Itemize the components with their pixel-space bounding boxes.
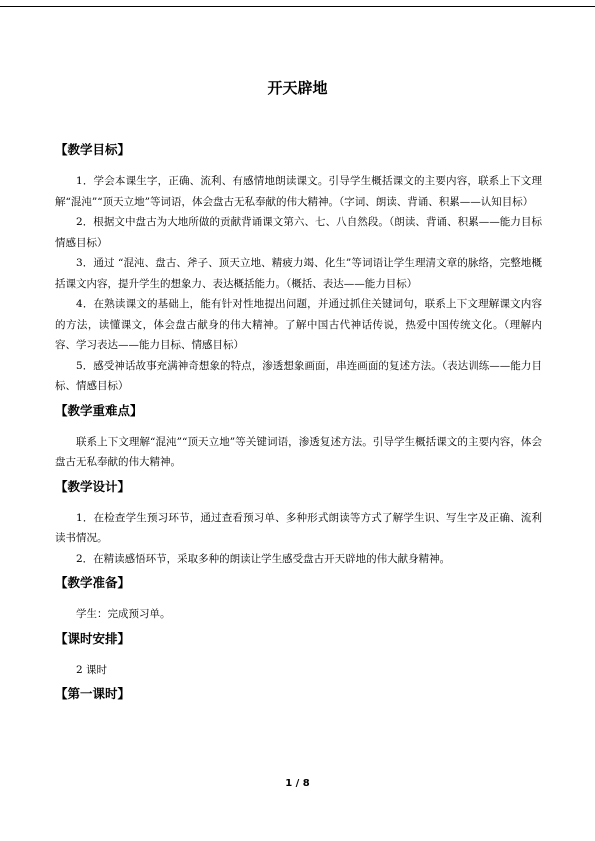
section-teaching-goals [55,142,553,397]
header-rule [0,6,595,7]
section-heading: 【教学设计】 [55,478,131,494]
paragraph: 2 课时 [76,663,108,676]
paragraph: 2．在精读感悟环节，采取多种的朗读让学生感受盘古开天辟地的伟大献身精神。 [76,552,451,565]
paragraph: 3．通过 “混沌、盘古、斧子、顶天立地、精疲力竭、化生”等词语让学生理清文章的脉络，完整地概括课文内容，提升学生的想象力、表达概括能力。（概括、表达——能力目标） [55,257,542,290]
page-title: 开天辟地 [267,79,328,97]
section-schedule [55,631,542,681]
section-heading: 【教学目标】 [55,142,131,157]
document-body [55,142,553,715]
section-heading: 【第一课时】 [55,686,131,701]
paragraph: 5．感受神话故事充满神奇想象的特点，渗透想象画面，串连画面的复述方法。（表达训练——能力目标、情感目标） [55,359,542,392]
paragraph: 2．根据文中盘古为大地所做的贡献背诵课文第六、七、八自然段。（朗读、背诵、积累——能力目标 情感目标） [55,216,553,249]
section-heading: 【课时安排】 [55,630,131,646]
section-teaching-design [55,479,542,570]
section-key-difficulties [55,403,542,473]
paragraph: 1．在检查学生预习环节，通过查看预习单、多种形式朗读等方式了解学生识、写生字及正确、流利读书情况。 [55,511,542,544]
section-first-lesson [55,686,542,702]
section-heading: 【教学准备】 [55,575,131,590]
paragraph: 联系上下文理解“混沌”“顶天立地”等关键词语，渗透复述方法。引导学生概括课文的主要内容，体会盘古无私奉献的伟大精神。 [55,435,542,468]
page-number: 1 / 8 [285,778,310,789]
paragraph: 1．学会本课生字，正确、流利、有感情地朗读课文。引导学生概括课文的主要内容，联系上下文理解“混沌”“顶天立地”等词语，体会盘古无私奉献的伟大精神。（字词、朗读、背诵、积累——认知目标） [55,175,542,208]
paragraph: 学生：完成预习单。 [76,608,171,620]
paragraph: 4．在熟读课文的基础上，能有针对性地提出问题，并通过抓住关键词句，联系上下文理解课文内容的方法，读懂课文，体会盘古献身的伟大精神。了解中国古代神话传说，热爱中国传统文化。（理解内容、学习表达——能力目标、情感目标） [55,298,542,351]
section-heading: 【教学重难点】 [55,402,143,418]
section-preparation [55,575,542,625]
